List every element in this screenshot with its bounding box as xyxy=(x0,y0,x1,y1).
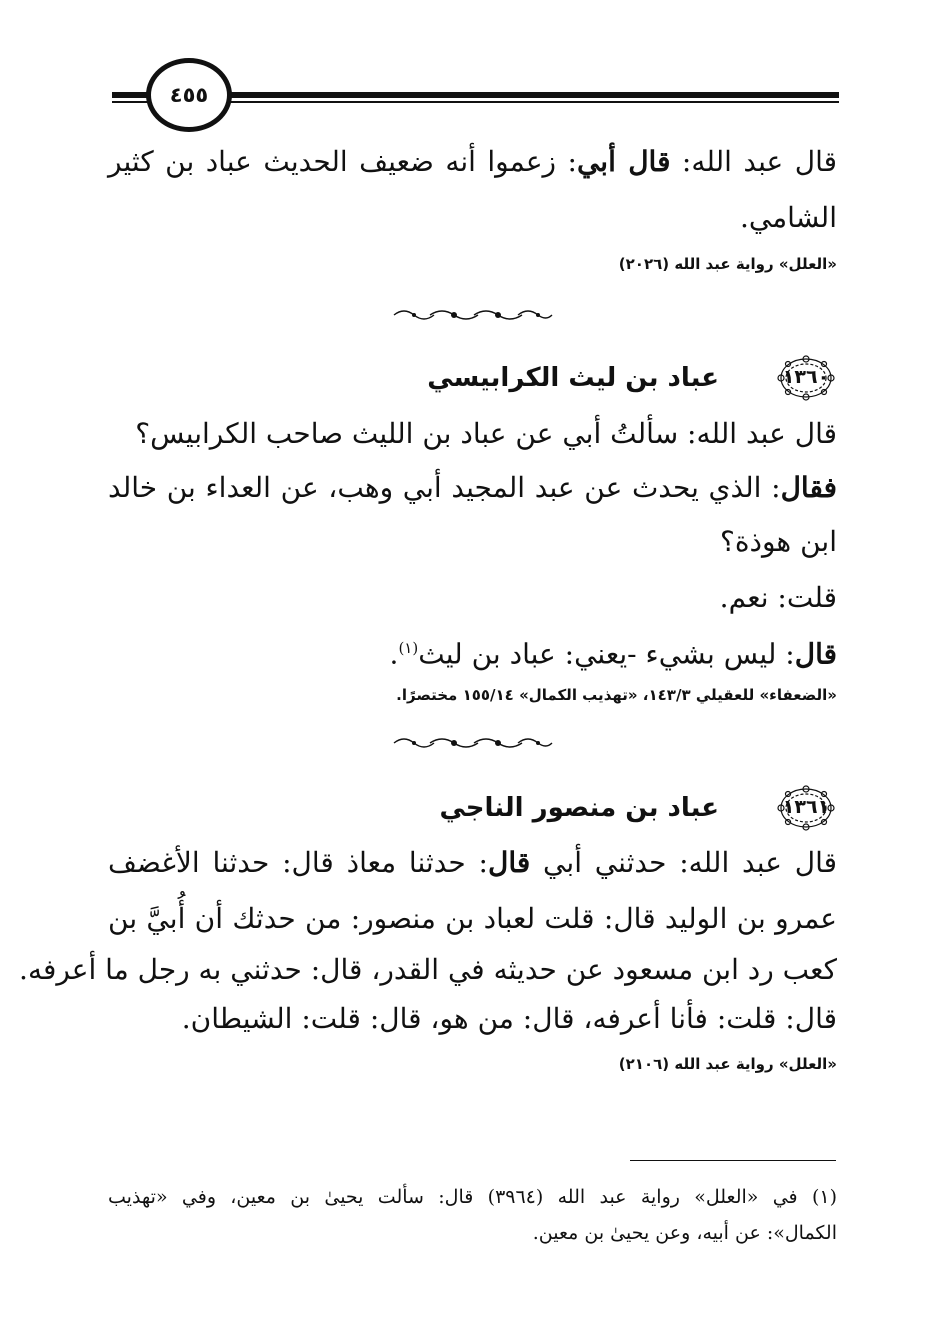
text-run: : الذي يحدث عن عبد المجيد أبي وهب، عن العداء بن خالد xyxy=(108,471,781,504)
text-run: قال عبد الله: xyxy=(670,145,837,178)
entry1360-line4: قلت: نعم. xyxy=(719,581,837,614)
bold-run: قال xyxy=(794,637,837,671)
text-run: : ليس بشيء -يعني: عباد بن ليث xyxy=(418,637,795,671)
entry-number-badge xyxy=(777,355,835,401)
ornament-divider xyxy=(390,736,556,750)
entry1360-line5 xyxy=(108,628,837,674)
entry1360-line3: ابن هوذة؟ xyxy=(719,525,837,558)
entry-number: ١٣٦٠ xyxy=(782,366,830,388)
bold-run: فقال xyxy=(780,471,837,504)
entry-heading-1360 xyxy=(108,354,835,402)
entry1361-line3: كعب رد ابن مسعود عن حديثه في القدر، قال: حدثني به رجل ما أعرفه. xyxy=(19,953,837,986)
entry1361-line4: قال: قلت: فأنا أعرفه، قال: من هو، قال: قلت: الشيطان. xyxy=(181,1002,837,1035)
footnote-rule xyxy=(630,1160,836,1161)
bold-run: قال أبي xyxy=(576,145,671,178)
bold-run: قال xyxy=(487,846,531,879)
footnote-line2: الكمال»: عن أبيه، وعن يحيىٰ بن معين. xyxy=(532,1222,837,1244)
entry1361-line1 xyxy=(108,843,837,883)
footnote-line1: (١) في «العلل» رواية عبد الله (٣٩٦٤) قال: سألت يحيىٰ بن معين، وفي «تهذيب xyxy=(108,1186,837,1208)
entry-title: عباد بن منصور الناجي xyxy=(439,793,719,823)
ornament-divider xyxy=(390,308,556,322)
entry-number-badge xyxy=(777,785,835,831)
text-run: قال عبد الله: حدثني أبي xyxy=(530,846,837,879)
entry-title: عباد بن ليث الكرابيسي xyxy=(427,363,719,393)
entry-heading-1361 xyxy=(108,784,835,832)
block1-line1 xyxy=(108,142,837,182)
footnote-marker: (١) xyxy=(398,639,419,657)
source-citation: «العلل» رواية عبد الله (٢٠٢٦) xyxy=(618,255,837,273)
source-citation: «العلل» رواية عبد الله (٢١٠٦) xyxy=(618,1055,837,1073)
entry1361-line2: عمرو بن الوليد قال: قلت لعباد بن منصور: من حدثك أن أُبيَّ بن xyxy=(108,902,837,935)
entry-number: ١٣٦١ xyxy=(782,796,830,818)
source-citation: «الضعفاء» للعقيلي ١٤٣/٣، «تهذيب الكمال» ١٥٥/١٤ مختصرًا. xyxy=(396,686,837,704)
block1-line2: الشامي. xyxy=(739,201,837,234)
text-run: : حدثنا معاذ قال: حدثنا الأغضف xyxy=(108,846,488,879)
page-number: ٤٥٥ xyxy=(146,58,232,132)
text-run: : زعموا أنه ضعيف الحديث عباد بن كثير xyxy=(108,145,577,178)
entry1360-line1: قال عبد الله: سألتُ أبي عن عباد بن الليث صاحب الكرابيس؟ xyxy=(135,417,837,450)
text-run: . xyxy=(389,637,399,671)
entry1360-line2 xyxy=(108,468,837,508)
